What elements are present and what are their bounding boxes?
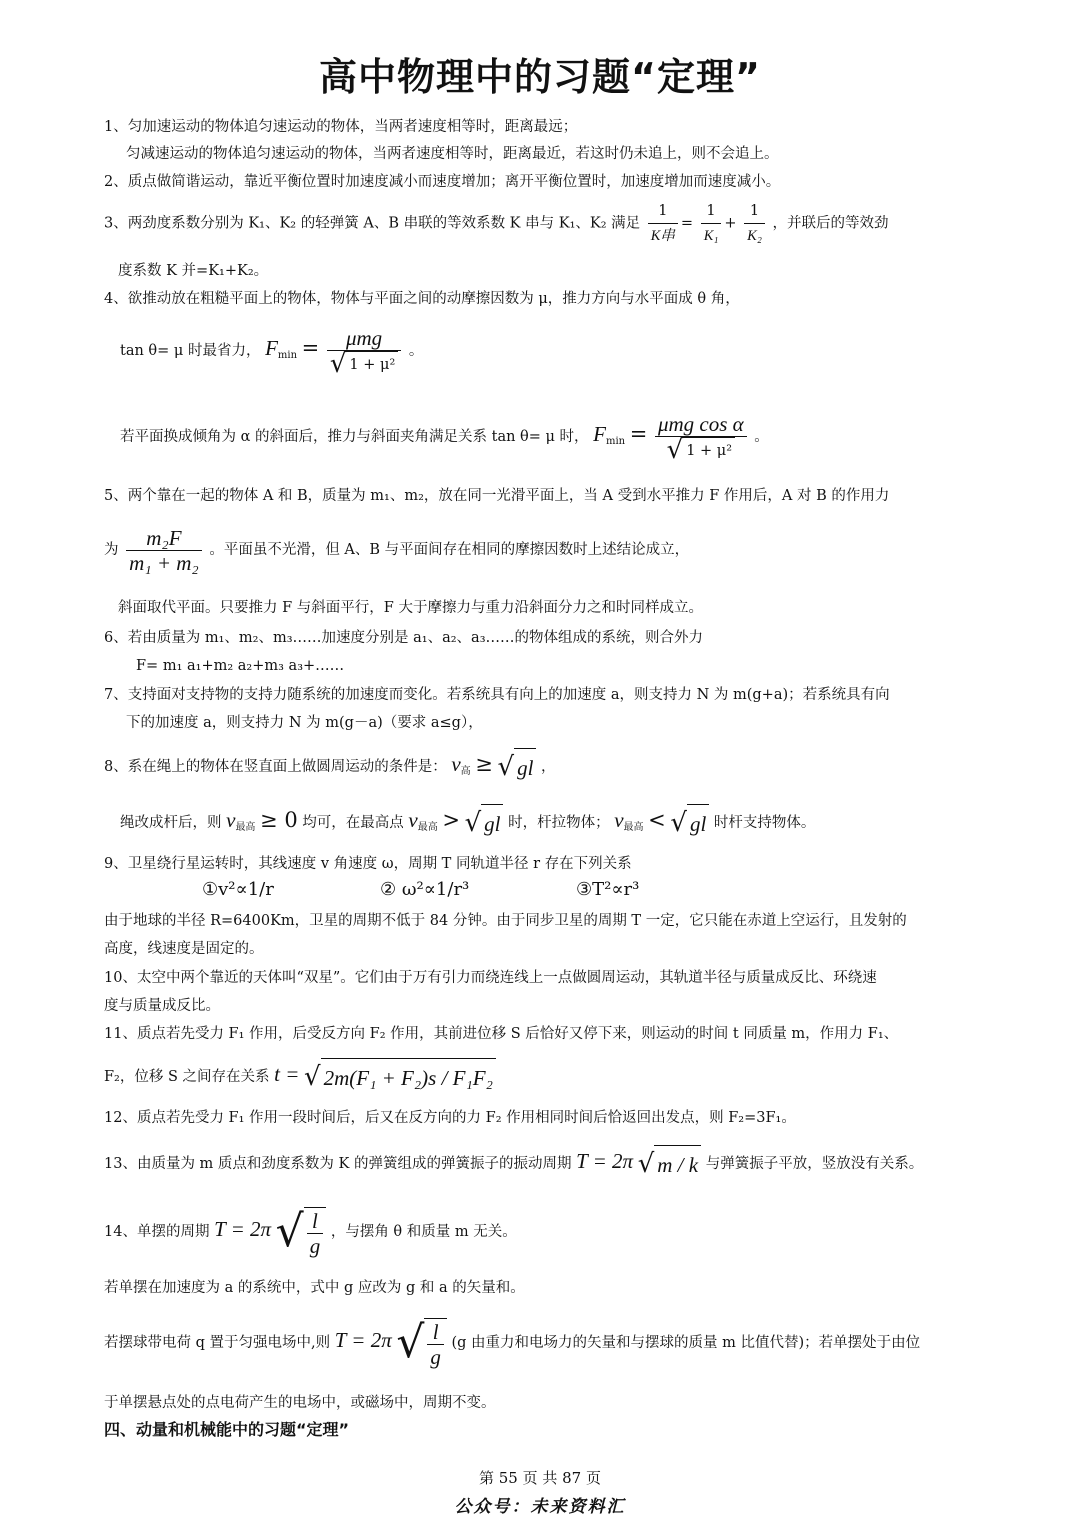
fraction-1-over-k1: $\frac{1}{\text{K₁}}$: [701, 199, 722, 248]
item-5-line-2: 为 $\frac{\text{m₂F}}{\text{m₁ + m₂}}$ 。平面虽不光滑，但 A、B 与平面间存在相同的摩擦因数时上述结论成立，: [104, 525, 690, 575]
item-10-line-1: 10、太空中两个靠近的天体叫“双星”。它们由于万有引力而绕连线上一点做圆周运动，其轨道半径与质量成反比、环绕速: [104, 970, 877, 986]
item-9-relation-2: ② ω²∝1/r³: [380, 879, 470, 900]
item-7-line-2: 下的加速度 a，则支持力 N 为 m(g－a)（要求 a≤g），: [126, 715, 483, 731]
watermark-text: 公众号：未来资料汇: [454, 1497, 626, 1517]
item-4-formula-2: 若平面换成倾角为 α 的斜面后，推力与斜面夹角满足关系 tan θ= μ 时， $F_{min}$ = $\frac{\text{μmg cos α}}{\text{√ 1 + μ²}}$ 。: [120, 411, 769, 465]
item-14-line-4: 于单摆悬点处的点电荷产生的电场中，或磁场中，周期不变。: [104, 1395, 496, 1411]
item-11-line-1: 11、质点若先受力 F₁ 作用，后受反方向 F₂ 作用，其前进位移 S 后恰好又停下来，则运动的时间 t 同质量 m，作用力 F₁、: [104, 1026, 899, 1042]
item-3-text: 3、两劲度系数分别为 K₁、K₂ 的轻弹簧 A、B 串联的等效系数 K 串与 K₁、K₂ 满足: [104, 215, 641, 232]
item-9-relation-3: ③T²∝r³: [576, 879, 640, 900]
item-9-line-3: 由于地球的半径 R=6400Km，卫星的周期不低于 84 分钟。由于同步卫星的周期 T 一定，它只能在赤道上空运行，且发射的: [104, 913, 907, 929]
item-5-line-3: 斜面取代平面。只要推力 F 与斜面平行，F 大于摩擦力与重力沿斜面分力之和时同样成立。: [118, 600, 703, 616]
item-8-line-1: 8、系在绳上的物体在竖直面上做圆周运动的条件是： $v_高$ ≥ √ gl ，: [104, 746, 556, 790]
item-3-line-1: 3、两劲度系数分别为 K₁、K₂ 的轻弹簧 A、B 串联的等效系数 K 串与 K₁、K₂ 满足 $\frac{1}{\text{K串}}$ = $\frac{1}{\text{K₁}}$ + $\frac{1}{\text{K₂}}$ ，并联后的等效劲: [104, 199, 889, 248]
item-11-line-2: F₂，位移 S 之间存在关系 t = √ 2m(F₁ + F₂)s / F₁F₂: [104, 1056, 496, 1096]
item-14-line-3: 若摆球带电荷 q 置于匀强电场中,则 T = 2π √ $\frac{l}{g}$ (g 由重力和电场力的矢量和与摆球的质量 m 比值代替)；若单摆处于由位: [104, 1317, 921, 1369]
item-7-line-1: 7、支持面对支持物的支持力随系统的加速度而变化。若系统具有向上的加速度 a，则支持力 N 为 m(g+a)；若系统具有向: [104, 687, 890, 703]
item-4-formula-1: tan θ= μ 时最省力， $F_{min}$ = $\frac{\text{μmg}}{\text{√ 1 + μ²}}$ 。: [120, 325, 424, 379]
page-number: 第 55 页 共 87 页: [478, 1469, 601, 1487]
item-10-line-2: 度与质量成反比。: [104, 998, 220, 1014]
item-9-relation-1: ①v²∝1/r: [202, 879, 274, 900]
force-fraction: $\frac{\text{m₂F}}{\text{m₁ + m₂}}$: [126, 526, 202, 575]
item-1-line-2: 匀减速运动的物体追匀速运动的物体，当两者速度相等时，距离最近，若这时仍未追上，则不会追上。: [126, 146, 779, 162]
item-13: 13、由质量为 m 质点和劲度系数为 K 的弹簧组成的弹簧振子的振动周期 T = 2π √ m / k 与弹簧振子平放，竖放没有关系。: [104, 1143, 923, 1183]
fmin-fraction: $\frac{\text{μmg}}{\text{√ 1 + μ²}}$: [327, 326, 401, 377]
fraction-1-over-k2: $\frac{1}{\text{K₂}}$: [744, 199, 765, 248]
item-8-line-2: 绳改成杆后，则 $v_{最高} \ge 0$ 均可，在最高点 $v_{最高}$ > √ gl 时，杆拉物体； $v_{最高}$ < √ gl 时杆支持物体。: [120, 802, 815, 846]
item-3-tail: ，并联后的等效劲: [772, 215, 889, 232]
fmin-incline-fraction: $\frac{\text{μmg cos α}}{\text{√ 1 + μ²}}$: [655, 412, 747, 463]
item-14-line-2: 若单摆在加速度为 a 的系统中，式中 g 应改为 g 和 a 的矢量和。: [104, 1280, 525, 1296]
item-9-line-4: 高度，线速度是固定的。: [104, 941, 264, 957]
item-14-line-1: 14、单摆的周期 T = 2π √ $\frac{l}{g}$ ，与摆角 θ 和质量 m 无关。: [104, 1206, 517, 1258]
item-6-line-2: F= m₁ a₁+m₂ a₂+m₃ a₃+……: [136, 658, 345, 674]
item-5-line-1: 5、两个靠在一起的物体 A 和 B，质量为 m₁、m₂，放在同一光滑平面上，当 A 受到水平推力 F 作用后，A 对 B 的作用力: [104, 488, 890, 504]
item-2: 2、质点做简谐运动，靠近平衡位置时加速度减小而速度增加；离开平衡位置时，加速度增加而速度减小。: [104, 174, 781, 190]
item-1-line-1: 1、匀加速运动的物体追匀速运动的物体，当两者速度相等时，距离最远；: [104, 119, 578, 135]
page-title: 高中物理中的习题“定理”: [319, 55, 761, 99]
item-9-line-1: 9、卫星绕行星运转时，其线速度 v 角速度 ω，周期 T 同轨道半径 r 存在下列关系: [104, 856, 632, 872]
item-4-line-1: 4、欲推动放在粗糙平面上的物体，物体与平面之间的动摩擦因数为 μ，推力方向与水平面成 θ 角，: [104, 291, 740, 307]
item-6-line-1: 6、若由质量为 m₁、m₂、m₃……加速度分别是 a₁、a₂、a₃……的物体组成的系统，则合外力: [104, 630, 704, 646]
section-heading-4: 四、动量和机械能中的习题“定理”: [104, 1420, 350, 1439]
fraction-1-over-k-series: $\frac{1}{\text{K串}}$: [648, 199, 678, 248]
item-3-line-2: 度系数 K 并=K₁+K₂。: [118, 263, 269, 279]
item-12: 12、质点若先受力 F₁ 作用一段时间后，后又在反方向的力 F₂ 作用相同时间后恰返回出发点，则 F₂=3F₁。: [104, 1110, 796, 1126]
